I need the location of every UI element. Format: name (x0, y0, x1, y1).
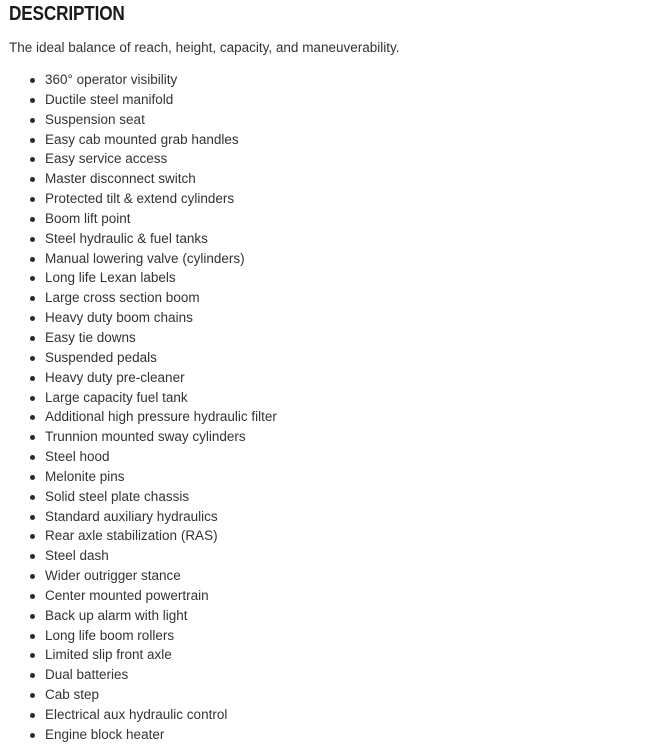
bullet-icon (30, 693, 35, 698)
bullet-icon (30, 237, 35, 242)
feature-list-item (0, 546, 277, 566)
feature-label: Solid steel plate chassis (45, 488, 190, 504)
feature-list-item (0, 110, 277, 130)
bullet-icon (30, 594, 35, 599)
bullet-icon (30, 396, 35, 401)
feature-list-item (0, 308, 277, 328)
feature-list-item (0, 586, 277, 606)
bullet-icon (30, 653, 35, 658)
bullet-icon (30, 356, 35, 361)
bullet-icon (30, 614, 35, 619)
feature-label: Limited slip front axle (45, 647, 172, 663)
bullet-icon (30, 217, 35, 222)
feature-label: Rear axle stabilization (RAS) (45, 528, 218, 544)
feature-list-item (0, 487, 277, 507)
feature-list-item (0, 566, 277, 586)
feature-label: Boom lift point (45, 210, 131, 226)
feature-list-item (0, 626, 277, 646)
bullet-icon (30, 296, 35, 301)
feature-list-item (0, 70, 277, 90)
bullet-icon (30, 515, 35, 520)
feature-list-item (0, 467, 277, 487)
feature-label: Easy cab mounted grab handles (45, 131, 239, 147)
feature-list-item (0, 407, 277, 427)
feature-label: 360° operator visibility (45, 72, 178, 87)
feature-list-item (0, 328, 277, 348)
bullet-icon (30, 157, 35, 162)
feature-list-item (0, 368, 277, 388)
feature-label: Center mounted powertrain (45, 587, 209, 603)
bullet-icon (30, 713, 35, 718)
feature-label: Heavy duty boom chains (45, 310, 193, 326)
feature-list-item (0, 685, 277, 705)
feature-label: Trunnion mounted sway cylinders (45, 429, 246, 445)
bullet-icon (30, 257, 35, 262)
feature-label: Heavy duty pre-cleaner (45, 369, 185, 385)
feature-list-item (0, 268, 277, 288)
bullet-icon (30, 495, 35, 500)
feature-list-item (0, 169, 277, 189)
feature-list-item (0, 249, 277, 269)
feature-label: Master disconnect switch (45, 171, 196, 187)
feature-label: Easy tie downs (45, 329, 136, 345)
bullet-icon (30, 733, 35, 738)
feature-list-item (0, 288, 277, 308)
bullet-icon (30, 98, 35, 103)
bullet-icon (30, 554, 35, 559)
description-intro: The ideal balance of reach, height, capacity, and maneuverability. (9, 40, 400, 55)
feature-list (0, 70, 277, 745)
feature-label: Ductile steel manifold (45, 91, 174, 107)
bullet-icon (30, 276, 35, 281)
feature-list-item (0, 229, 277, 249)
feature-label: Manual lowering valve (cylinders) (45, 250, 245, 266)
feature-list-item (0, 348, 277, 368)
feature-label: Standard auxiliary hydraulics (45, 508, 218, 524)
feature-list-item (0, 665, 277, 685)
feature-label: Protected tilt & extend cylinders (45, 191, 235, 207)
feature-label: Suspension seat (45, 111, 145, 127)
feature-label: Engine block heater (45, 726, 165, 742)
bullet-icon (30, 177, 35, 182)
feature-list-item (0, 705, 277, 725)
bullet-icon (30, 197, 35, 202)
feature-list-item (0, 507, 277, 527)
description-heading: DESCRIPTION (9, 3, 125, 25)
feature-label: Large cross section boom (45, 290, 200, 306)
bullet-icon (30, 673, 35, 678)
feature-list-item (0, 90, 277, 110)
feature-list-item (0, 149, 277, 169)
feature-list-item (0, 645, 277, 665)
feature-label: Long life boom rollers (45, 627, 175, 643)
bullet-icon (30, 138, 35, 143)
feature-label: Steel hood (45, 449, 110, 465)
feature-label: Dual batteries (45, 667, 129, 683)
bullet-icon (30, 336, 35, 341)
feature-label: Easy service access (45, 151, 168, 167)
feature-label: Additional high pressure hydraulic filter (45, 409, 277, 425)
feature-label: Suspended pedals (45, 349, 157, 365)
feature-label: Cab step (45, 687, 100, 703)
bullet-icon (30, 534, 35, 539)
bullet-icon (30, 118, 35, 123)
feature-list-item (0, 209, 277, 229)
feature-list-item (0, 189, 277, 209)
bullet-icon (30, 78, 35, 83)
feature-label: Steel hydraulic & fuel tanks (45, 230, 208, 246)
feature-list-item (0, 388, 277, 408)
bullet-icon (30, 455, 35, 460)
feature-list-item (0, 427, 277, 447)
feature-label: Back up alarm with light (45, 607, 188, 623)
bullet-icon (30, 435, 35, 440)
bullet-icon (30, 316, 35, 321)
feature-label: Melonite pins (45, 468, 125, 484)
feature-list-item (0, 130, 277, 150)
bullet-icon (30, 634, 35, 639)
feature-label: Large capacity fuel tank (45, 389, 188, 405)
feature-list-item (0, 447, 277, 467)
feature-list-item (0, 606, 277, 626)
feature-label: Long life Lexan labels (45, 270, 176, 286)
bullet-icon (30, 475, 35, 480)
feature-label: Wider outrigger stance (45, 568, 181, 584)
feature-list-item (0, 725, 277, 745)
bullet-icon (30, 574, 35, 579)
feature-label: Electrical aux hydraulic control (45, 707, 228, 722)
bullet-icon (30, 415, 35, 420)
feature-list-item (0, 526, 277, 546)
feature-label: Steel dash (45, 548, 109, 564)
bullet-icon (30, 376, 35, 381)
